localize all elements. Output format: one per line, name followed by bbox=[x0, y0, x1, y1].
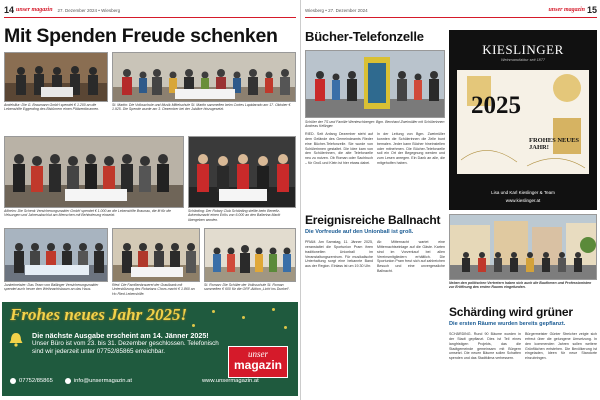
phone-icon bbox=[10, 378, 16, 384]
photo-schaerding-trees bbox=[449, 214, 597, 280]
promo-office-closed: Unser Büro ist vom 23. bis 31. Dezember geschlossen. Telefonisch bbox=[32, 340, 219, 347]
promo-reachable: sind wir jederzeit unter 07752/85865 erreichbar. bbox=[32, 348, 166, 355]
article3-subtitle: Die ersten Räume wurden bereits gepflanzt. bbox=[449, 321, 566, 327]
left-running-header bbox=[4, 4, 120, 16]
promo-phone[interactable]: 07752/85865 bbox=[19, 378, 53, 384]
left-date: 27. Dezember 2024 • Wiesberg bbox=[57, 7, 121, 13]
caption-schaerding-rotary: Schärding: Der Rotary Club Schärding stellte beim Benefiz-Adventsmarkt einen Erlös von 6.000 an den Ballerina Markt übergeben worden. bbox=[188, 209, 281, 222]
photo-schaerding-rotary bbox=[188, 136, 296, 208]
logo-line-1: unser bbox=[248, 349, 268, 359]
ad-greeting: FROHES NEUES JAHR! bbox=[529, 137, 580, 151]
photo-junkelmeister bbox=[4, 228, 108, 282]
bell-icon bbox=[8, 332, 24, 348]
promo-email[interactable]: info@unsermagazin.at bbox=[73, 378, 132, 384]
left-brand: unser magazin bbox=[16, 7, 53, 13]
promo-title: Frohes neues Jahr 2025! bbox=[10, 305, 188, 324]
article3-col2: Bürgermeister Günter Streicher zeigte sich erfreut über die gelungene Umsetzung. In den kommenden Jahren sollen weitere Grünflächen entstehen. Die Bevölkerung ist eingeladen, Ideen für neue Standorte einzubringen. bbox=[525, 332, 597, 361]
photo-ried bbox=[112, 228, 200, 282]
email-icon bbox=[65, 378, 71, 384]
caption-andelsflur: Andelsflur: Die G. Braumann GmbH spendet € 1.200 an die Lebenshilfe Eggerding des Bistümern einen Plätzentbrunnen. bbox=[4, 103, 100, 112]
photo-st-roman bbox=[204, 228, 296, 282]
article2-title: Ereignisreiche Ballnacht bbox=[305, 213, 441, 227]
right-page-number: 15 bbox=[586, 5, 597, 15]
photo-buecher-telefonzelle bbox=[305, 50, 445, 118]
right-date: Wiesberg • 27. Dezember 2024 bbox=[305, 7, 368, 13]
ad-subtitle: Weinmanufaktur seit 1877 bbox=[500, 58, 546, 62]
caption-st-martin: St. Martin: Die Volksschule und Musik Mittelschule St. Martin sammelten beim Cortes Lapidarodo am 17. Oktober € 1.925. Die Spende wurde am 3. Dezember bei der Jubiäre hinzugesetzt. bbox=[112, 103, 291, 112]
article1-col2: In der Leitung von Bgm. Zweimüller konnten die Schülerinnen die Zelle bunt bemalen. Jeder kann Bücher hineinstellen oder mitnehmen. Die Bücher-Telefonzelle soll ein Ort der Begegnung werden und zum Lesen anregen. Ein Dank an alle, die mitgeholfen haben. bbox=[377, 132, 445, 166]
caption-ried: Ried: Die Familienbrauerei der Graulbank mit Unterstützung des Rotarians Chors macht € 1.860 an Ho Ried Lebenshilfe. bbox=[112, 283, 195, 296]
caption-altheim: Altheim: Die Schenk Versicherungsmakler GmbH spendet € 1.000 an die Lebenshilfe Braunau, die fit für die Velsungen und Jahresabschlut am Menschen mit Behinderung einsetzt. bbox=[4, 209, 171, 218]
promo-next-issue: Die nächste Ausgabe erscheint am 14. Jänner 2025! bbox=[32, 331, 209, 340]
ad-panel bbox=[457, 70, 589, 174]
left-headline: Mit Spenden Freude schenken bbox=[4, 25, 278, 47]
ad-footer-url[interactable]: www.kieslinger.at bbox=[505, 198, 541, 203]
promo-contact bbox=[10, 378, 132, 384]
photo-altheim bbox=[4, 136, 184, 208]
left-page-number: 14 bbox=[4, 5, 15, 15]
kieslinger-ad[interactable] bbox=[449, 30, 597, 210]
logo-line-2: magazin bbox=[233, 358, 282, 372]
ad-year: 2025 bbox=[471, 92, 521, 119]
promo-url[interactable]: www.unsermagazin.at bbox=[202, 378, 259, 384]
caption-st-roman: St. Roman: Die Schüler der Volksschule St. Roman sammelten € 600 für die ORF-Aktion „Licht ins Dunkel“. bbox=[204, 283, 290, 292]
article3-caption: Neben den politischen Vertretern haben sich auch die Baufirmen und Professionisten zur Eröffnung des ersten Raums eingefunden. bbox=[449, 281, 592, 290]
unser-magazin-logo bbox=[228, 346, 288, 378]
article2-col2: Ab Mitternacht wartet eine Mitternachtseinlage auf die Gäste. Karten sind im Vorverkauf bei allen Vereinsmitgliedern erhältlich. Die Sportunion Pram freut sich auf zahlreichen Besuch und eine unvergessliche Ballnacht. bbox=[377, 240, 445, 274]
right-running-header bbox=[305, 4, 597, 16]
article3-title: Schärding wird grüner bbox=[449, 305, 573, 319]
article1-caption: Schüler der TS und Familie Wenteschberger: Bgm. Bernhard Zweimüller mit Schülerinnen Andreas Kellinger. bbox=[305, 120, 445, 129]
article2-col1: PRAM. Am Samstag, 11. Jänner 2025, veranstaltet die Sportunion Pram ihren traditionellen Unionball im Veranstaltungszentrum. Für musikalische Unterhaltung sorgt eine bekannte Band aus der Region. Einlass ist um 19.30 Uhr. bbox=[305, 240, 373, 269]
article2-subtitle: Die Vorfreude auf den Unionball ist groß. bbox=[305, 229, 414, 235]
right-header-rule bbox=[305, 17, 597, 18]
right-brand: unser magazin bbox=[548, 7, 585, 13]
article1-title: Bücher-Telefonzelle bbox=[305, 29, 424, 44]
right-page bbox=[300, 0, 600, 400]
article1-col1: RIED. Seit Anfang Dezember steht auf dem Gelände des Gemeindeamts Rieder eine Bücher-Telefonzelle. Sie wurde von Schülerinnen gestaltet. Die Idee kam von den Schülerinnen, die alte Telefonzelle neu zu nutzen. Ob Roman oder Sachbuch – für Groß und Klein ist hier etwas dabei. bbox=[305, 132, 373, 166]
left-header-rule bbox=[4, 17, 296, 18]
ad-footer-names: Lisa und Karl Kieslinger & Team bbox=[491, 190, 555, 195]
ad-logo: KIESLINGER bbox=[482, 42, 564, 57]
caption-junkelmeister: Junkelmeister: Das Team von Ballinger Versicherungsmakler spendet auch heuer den Weihnachtsbaum an das Haus. bbox=[4, 283, 99, 292]
promo-banner bbox=[2, 302, 298, 396]
article3-col1: SCHÄRDING. Rund 90 Bäume wurden in der Stadt gepflanzt. Dies ist Teil eines langfristigen Projekts, das die Stadtgemeinde gemeinsam mit Bürgern umsetzt. Die neuen Bäume sollen Schatten spenden und das Stadtklima verbessern. bbox=[449, 332, 521, 361]
photo-andelsflur bbox=[4, 52, 108, 102]
photo-st-martin bbox=[112, 52, 296, 102]
